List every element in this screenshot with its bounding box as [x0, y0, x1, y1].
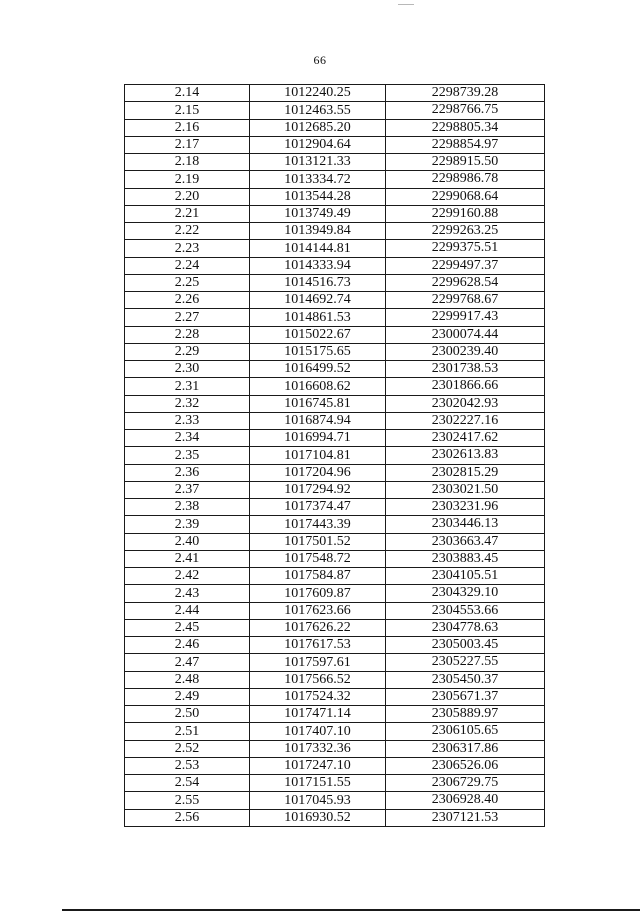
table-row — [125, 361, 545, 378]
table-row — [125, 154, 545, 171]
x-coordinate-cell: 1012240.25 — [250, 85, 386, 102]
table-row — [125, 395, 545, 412]
y-coordinate-cell: 2302227.16 — [386, 412, 545, 429]
table-row — [125, 775, 545, 792]
table-row — [125, 706, 545, 723]
table-row — [125, 671, 545, 688]
point-id-cell: 2.32 — [125, 395, 250, 412]
table-row — [125, 430, 545, 447]
x-coordinate-cell: 1017443.39 — [250, 516, 386, 533]
point-id-cell: 2.30 — [125, 361, 250, 378]
point-id-cell: 2.15 — [125, 102, 250, 119]
point-id-cell: 2.17 — [125, 136, 250, 153]
point-id-cell: 2.50 — [125, 706, 250, 723]
point-id-cell: 2.49 — [125, 688, 250, 705]
x-coordinate-cell: 1015022.67 — [250, 326, 386, 343]
y-coordinate-cell: 2303883.45 — [386, 550, 545, 567]
y-coordinate-cell: 2306729.75 — [386, 775, 545, 792]
table-row — [125, 602, 545, 619]
point-id-cell: 2.41 — [125, 550, 250, 567]
x-coordinate-cell: 1017626.22 — [250, 619, 386, 636]
point-id-cell: 2.52 — [125, 740, 250, 757]
table-row — [125, 85, 545, 102]
y-coordinate-cell: 2301738.53 — [386, 361, 545, 378]
table-row — [125, 550, 545, 567]
page-bottom-edge — [62, 909, 640, 911]
x-coordinate-cell: 1017045.93 — [250, 792, 386, 809]
x-coordinate-cell: 1016499.52 — [250, 361, 386, 378]
y-coordinate-cell: 2306928.40 — [386, 792, 545, 809]
x-coordinate-cell: 1016608.62 — [250, 378, 386, 395]
x-coordinate-cell: 1017597.61 — [250, 654, 386, 671]
table-row — [125, 654, 545, 671]
table-row — [125, 309, 545, 326]
x-coordinate-cell: 1016930.52 — [250, 809, 386, 826]
y-coordinate-cell: 2304329.10 — [386, 585, 545, 602]
x-coordinate-cell: 1017374.47 — [250, 499, 386, 516]
point-id-cell: 2.20 — [125, 188, 250, 205]
point-id-cell: 2.36 — [125, 464, 250, 481]
y-coordinate-cell: 2302613.83 — [386, 447, 545, 464]
x-coordinate-cell: 1013544.28 — [250, 188, 386, 205]
table-row — [125, 412, 545, 429]
point-id-cell: 2.19 — [125, 171, 250, 188]
y-coordinate-cell: 2303021.50 — [386, 481, 545, 498]
x-coordinate-cell: 1013949.84 — [250, 223, 386, 240]
x-coordinate-cell: 1017151.55 — [250, 775, 386, 792]
y-coordinate-cell: 2299497.37 — [386, 257, 545, 274]
x-coordinate-cell: 1014516.73 — [250, 274, 386, 291]
table-row — [125, 723, 545, 740]
x-coordinate-cell: 1014144.81 — [250, 240, 386, 257]
point-id-cell: 2.35 — [125, 447, 250, 464]
y-coordinate-cell: 2298915.50 — [386, 154, 545, 171]
point-id-cell: 2.37 — [125, 481, 250, 498]
table-row — [125, 585, 545, 602]
y-coordinate-cell: 2298739.28 — [386, 85, 545, 102]
point-id-cell: 2.14 — [125, 85, 250, 102]
x-coordinate-cell: 1012463.55 — [250, 102, 386, 119]
table-row — [125, 102, 545, 119]
table-row — [125, 792, 545, 809]
point-id-cell: 2.28 — [125, 326, 250, 343]
table-row — [125, 326, 545, 343]
table-row — [125, 809, 545, 826]
table-row — [125, 188, 545, 205]
x-coordinate-cell: 1012904.64 — [250, 136, 386, 153]
table-row — [125, 516, 545, 533]
point-id-cell: 2.44 — [125, 602, 250, 619]
point-id-cell: 2.47 — [125, 654, 250, 671]
x-coordinate-cell: 1017247.10 — [250, 757, 386, 774]
table-row — [125, 481, 545, 498]
point-id-cell: 2.29 — [125, 343, 250, 360]
point-id-cell: 2.43 — [125, 585, 250, 602]
y-coordinate-cell: 2298986.78 — [386, 171, 545, 188]
table-row — [125, 119, 545, 136]
y-coordinate-cell: 2307121.53 — [386, 809, 545, 826]
point-id-cell: 2.54 — [125, 775, 250, 792]
point-id-cell: 2.27 — [125, 309, 250, 326]
table-row — [125, 274, 545, 291]
x-coordinate-cell: 1017501.52 — [250, 533, 386, 550]
y-coordinate-cell: 2298805.34 — [386, 119, 545, 136]
point-id-cell: 2.53 — [125, 757, 250, 774]
point-id-cell: 2.33 — [125, 412, 250, 429]
table-row — [125, 240, 545, 257]
y-coordinate-cell: 2305889.97 — [386, 706, 545, 723]
point-id-cell: 2.34 — [125, 430, 250, 447]
x-coordinate-cell: 1016874.94 — [250, 412, 386, 429]
point-id-cell: 2.23 — [125, 240, 250, 257]
table-row — [125, 378, 545, 395]
table-row — [125, 171, 545, 188]
y-coordinate-cell: 2299768.67 — [386, 292, 545, 309]
y-coordinate-cell: 2302417.62 — [386, 430, 545, 447]
x-coordinate-cell: 1014333.94 — [250, 257, 386, 274]
x-coordinate-cell: 1012685.20 — [250, 119, 386, 136]
y-coordinate-cell: 2305003.45 — [386, 637, 545, 654]
x-coordinate-cell: 1013121.33 — [250, 154, 386, 171]
x-coordinate-cell: 1013749.49 — [250, 205, 386, 222]
y-coordinate-cell: 2300074.44 — [386, 326, 545, 343]
point-id-cell: 2.25 — [125, 274, 250, 291]
table-row — [125, 757, 545, 774]
x-coordinate-cell: 1017609.87 — [250, 585, 386, 602]
x-coordinate-cell: 1016745.81 — [250, 395, 386, 412]
x-coordinate-cell: 1017294.92 — [250, 481, 386, 498]
y-coordinate-cell: 2299160.88 — [386, 205, 545, 222]
point-id-cell: 2.45 — [125, 619, 250, 636]
table-row — [125, 740, 545, 757]
point-id-cell: 2.51 — [125, 723, 250, 740]
table-row — [125, 223, 545, 240]
table-row — [125, 637, 545, 654]
y-coordinate-cell: 2303231.96 — [386, 499, 545, 516]
table-row — [125, 292, 545, 309]
y-coordinate-cell: 2299917.43 — [386, 309, 545, 326]
y-coordinate-cell: 2302815.29 — [386, 464, 545, 481]
point-id-cell: 2.55 — [125, 792, 250, 809]
table-row — [125, 688, 545, 705]
x-coordinate-cell: 1015175.65 — [250, 343, 386, 360]
scan-artifact-mark — [398, 4, 414, 5]
table-row — [125, 136, 545, 153]
x-coordinate-cell: 1017584.87 — [250, 568, 386, 585]
x-coordinate-cell: 1017617.53 — [250, 637, 386, 654]
y-coordinate-cell: 2299375.51 — [386, 240, 545, 257]
point-id-cell: 2.56 — [125, 809, 250, 826]
x-coordinate-cell: 1017524.32 — [250, 688, 386, 705]
point-id-cell: 2.26 — [125, 292, 250, 309]
table-row — [125, 533, 545, 550]
y-coordinate-cell: 2305227.55 — [386, 654, 545, 671]
coordinates-table — [124, 84, 545, 827]
y-coordinate-cell: 2303663.47 — [386, 533, 545, 550]
x-coordinate-cell: 1017204.96 — [250, 464, 386, 481]
y-coordinate-cell: 2304105.51 — [386, 568, 545, 585]
table-row — [125, 568, 545, 585]
x-coordinate-cell: 1017548.72 — [250, 550, 386, 567]
y-coordinate-cell: 2298854.97 — [386, 136, 545, 153]
table-row — [125, 619, 545, 636]
point-id-cell: 2.40 — [125, 533, 250, 550]
point-id-cell: 2.22 — [125, 223, 250, 240]
point-id-cell: 2.31 — [125, 378, 250, 395]
y-coordinate-cell: 2306105.65 — [386, 723, 545, 740]
y-coordinate-cell: 2300239.40 — [386, 343, 545, 360]
y-coordinate-cell: 2301866.66 — [386, 378, 545, 395]
coordinates-table-body — [125, 85, 545, 827]
y-coordinate-cell: 2303446.13 — [386, 516, 545, 533]
y-coordinate-cell: 2304778.63 — [386, 619, 545, 636]
x-coordinate-cell: 1014692.74 — [250, 292, 386, 309]
x-coordinate-cell: 1017471.14 — [250, 706, 386, 723]
x-coordinate-cell: 1017104.81 — [250, 447, 386, 464]
point-id-cell: 2.21 — [125, 205, 250, 222]
y-coordinate-cell: 2305450.37 — [386, 671, 545, 688]
table-row — [125, 205, 545, 222]
table-row — [125, 499, 545, 516]
point-id-cell: 2.18 — [125, 154, 250, 171]
point-id-cell: 2.46 — [125, 637, 250, 654]
point-id-cell: 2.48 — [125, 671, 250, 688]
y-coordinate-cell: 2304553.66 — [386, 602, 545, 619]
page-number: 66 — [313, 53, 327, 67]
table-row — [125, 257, 545, 274]
y-coordinate-cell: 2298766.75 — [386, 102, 545, 119]
point-id-cell: 2.39 — [125, 516, 250, 533]
table-row — [125, 464, 545, 481]
y-coordinate-cell: 2305671.37 — [386, 688, 545, 705]
table-row — [125, 343, 545, 360]
y-coordinate-cell: 2302042.93 — [386, 395, 545, 412]
x-coordinate-cell: 1017407.10 — [250, 723, 386, 740]
x-coordinate-cell: 1016994.71 — [250, 430, 386, 447]
y-coordinate-cell: 2299628.54 — [386, 274, 545, 291]
y-coordinate-cell: 2299068.64 — [386, 188, 545, 205]
point-id-cell: 2.42 — [125, 568, 250, 585]
x-coordinate-cell: 1013334.72 — [250, 171, 386, 188]
x-coordinate-cell: 1017566.52 — [250, 671, 386, 688]
x-coordinate-cell: 1014861.53 — [250, 309, 386, 326]
point-id-cell: 2.16 — [125, 119, 250, 136]
y-coordinate-cell: 2306526.06 — [386, 757, 545, 774]
point-id-cell: 2.24 — [125, 257, 250, 274]
table-row — [125, 447, 545, 464]
point-id-cell: 2.38 — [125, 499, 250, 516]
x-coordinate-cell: 1017623.66 — [250, 602, 386, 619]
x-coordinate-cell: 1017332.36 — [250, 740, 386, 757]
y-coordinate-cell: 2306317.86 — [386, 740, 545, 757]
y-coordinate-cell: 2299263.25 — [386, 223, 545, 240]
